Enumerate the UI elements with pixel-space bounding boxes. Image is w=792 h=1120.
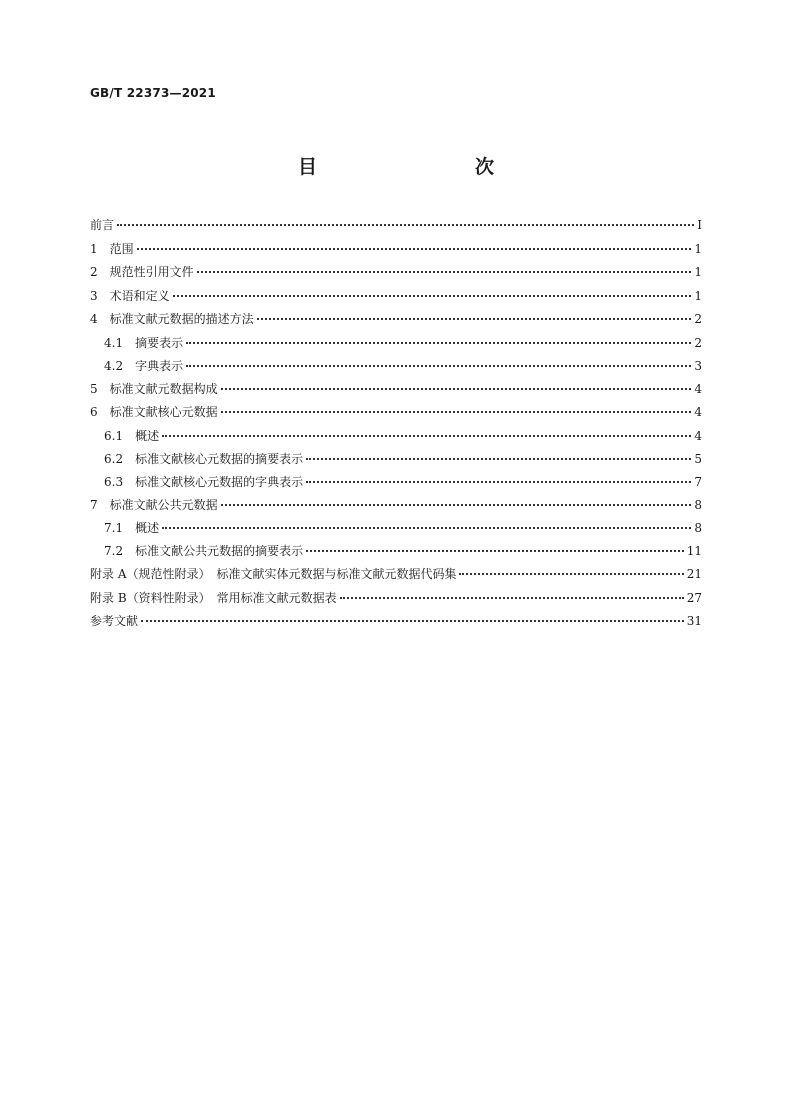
dot-leader [186, 365, 691, 367]
toc-entry-label: 范围 [109, 241, 134, 256]
page-title: 目 次 [297, 156, 534, 178]
toc-entry-page: 8 [694, 521, 702, 535]
toc-entry-page: 5 [694, 451, 702, 466]
dot-leader [340, 597, 684, 599]
toc-entry-label: 标准文献公共元数据的摘要表示 [135, 544, 304, 558]
toc-entry-page: 1 [694, 241, 702, 256]
toc-entry[interactable] [90, 288, 702, 312]
toc-entry[interactable] [90, 474, 702, 497]
dot-leader [173, 295, 692, 297]
dot-leader [221, 411, 692, 413]
toc-entry-label: 附录 A（规范性附录） 标准文献实体元数据与标准文献元数据代码集 [90, 567, 457, 581]
toc-entry-label: 术语和定义 [109, 288, 170, 303]
dot-leader [162, 527, 691, 529]
dot-leader [306, 481, 691, 483]
toc-entry-number: 2 [90, 265, 98, 279]
toc-entry-label: 概述 [135, 428, 160, 443]
toc-entry[interactable] [90, 590, 702, 614]
toc-entry-label: 标准文献元数据的描述方法 [109, 312, 254, 326]
toc-entry-number: 6.3 [104, 474, 124, 489]
toc-entry-page: 11 [686, 544, 702, 558]
toc-entry-page: 1 [694, 265, 702, 279]
toc-entry-label: 标准文献核心元数据的摘要表示 [135, 451, 304, 466]
toc-entry-label: 前言 [90, 218, 115, 232]
toc-entry-page: 2 [694, 335, 702, 350]
toc-entry[interactable] [90, 335, 702, 358]
toc-entry[interactable] [90, 404, 702, 428]
toc-entry-label: 字典表示 [135, 358, 184, 373]
toc-entry[interactable] [90, 311, 702, 335]
toc-entry-number: 7 [90, 497, 98, 512]
dot-leader [162, 435, 691, 437]
toc-entry-page: 4 [694, 381, 702, 396]
toc-entry-page: 27 [686, 590, 702, 605]
toc-entry[interactable] [90, 613, 702, 637]
toc-entry[interactable] [90, 543, 702, 566]
toc-entry-label: 标准文献元数据构成 [109, 381, 218, 396]
toc-entry[interactable] [90, 217, 702, 241]
dot-leader [306, 550, 684, 552]
toc-entry-number: 6.1 [104, 428, 124, 443]
dot-leader [459, 573, 683, 575]
toc-entry-label: 概述 [135, 521, 160, 535]
dot-leader [306, 458, 691, 460]
toc-entry[interactable] [90, 520, 702, 543]
toc-entry[interactable] [90, 497, 702, 521]
toc-entry-label: 标准文献核心元数据 [109, 405, 218, 419]
toc-entry-label: 标准文献公共元数据 [109, 497, 218, 512]
standard-code: GB/T 22373—2021 [90, 86, 216, 100]
toc-entry-page: 31 [686, 614, 702, 628]
toc-entry-page: 2 [694, 312, 702, 326]
toc-entry-page: 7 [694, 474, 702, 489]
toc-entry[interactable] [90, 264, 702, 288]
table-of-contents [90, 217, 702, 637]
toc-entry-number: 4 [90, 312, 98, 326]
toc-entry-page: 4 [694, 405, 702, 419]
dot-leader [221, 504, 692, 506]
toc-entry[interactable] [90, 428, 702, 451]
toc-entry-label: 标准文献核心元数据的字典表示 [135, 474, 304, 489]
dot-leader [221, 388, 692, 390]
toc-entry-number: 3 [90, 288, 98, 303]
toc-entry-page: 3 [694, 358, 702, 373]
toc-entry-number: 5 [90, 381, 98, 396]
toc-entry-label: 参考文献 [90, 614, 139, 628]
toc-entry[interactable] [90, 381, 702, 405]
toc-entry-number: 1 [90, 241, 98, 256]
toc-entry-number: 4.1 [104, 335, 124, 350]
toc-entry-number: 6 [90, 405, 98, 419]
toc-entry-page: Ⅰ [697, 218, 702, 232]
dot-leader [137, 248, 692, 250]
dot-leader [141, 620, 684, 622]
toc-entry-page: 8 [694, 497, 702, 512]
toc-entry-page: 21 [686, 567, 702, 581]
toc-entry-number: 4.2 [104, 358, 124, 373]
toc-entry-number: 6.2 [104, 451, 124, 466]
toc-entry-number: 7.2 [104, 544, 124, 558]
toc-entry[interactable] [90, 358, 702, 381]
dot-leader [117, 224, 694, 226]
toc-entry-label: 摘要表示 [135, 335, 184, 350]
toc-entry-page: 1 [694, 288, 702, 303]
toc-entry-label: 附录 B（资料性附录） 常用标准文献元数据表 [90, 590, 337, 605]
toc-entry[interactable] [90, 241, 702, 265]
toc-entry[interactable] [90, 451, 702, 474]
dot-leader [186, 342, 691, 344]
dot-leader [197, 271, 692, 273]
toc-entry-label: 规范性引用文件 [109, 265, 194, 279]
toc-entry-number: 7.1 [104, 521, 124, 535]
toc-entry[interactable] [90, 566, 702, 590]
dot-leader [257, 318, 692, 320]
toc-entry-page: 4 [694, 428, 702, 443]
